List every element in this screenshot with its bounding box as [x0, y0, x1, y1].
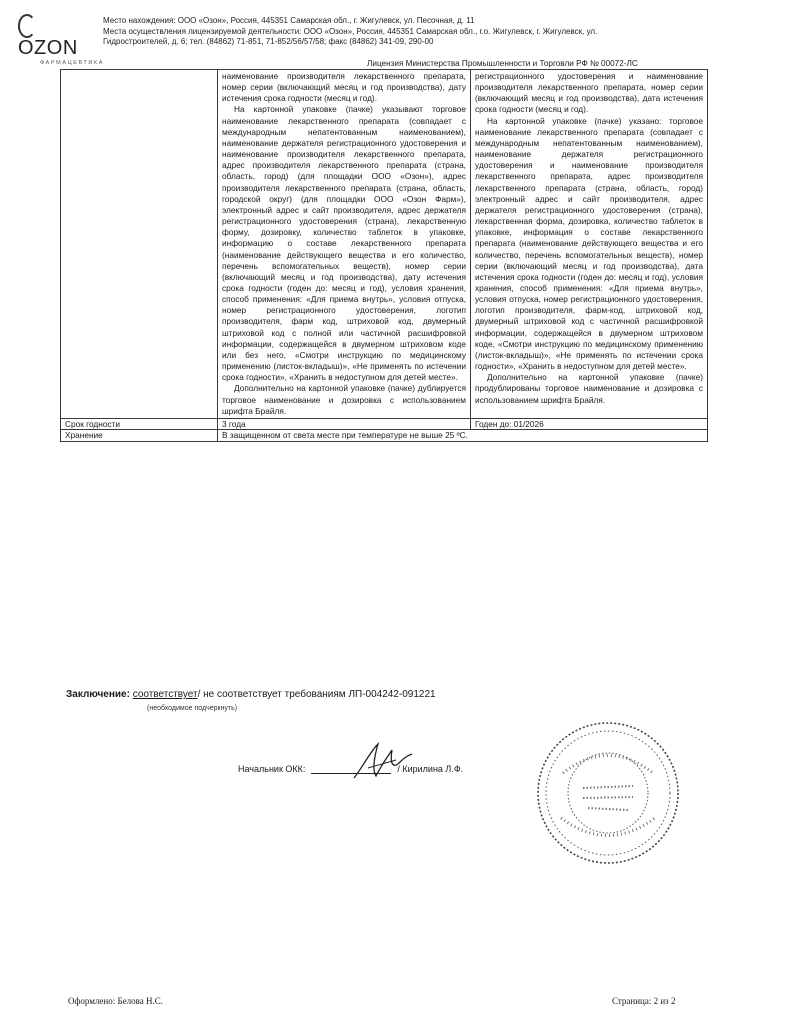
letterhead	[103, 16, 693, 48]
license-number: Лицензия Министерства Промышленности и Торговли РФ № 00072-ЛС	[367, 59, 638, 68]
activity-line-1: Места осуществления лицензируемой деятельности: ООО «Озон», Россия, 445351 Самарская обл., г.о. Жигулевск, г. Жигулевск, ул.	[103, 26, 598, 36]
signoff-name: / Кирилина Л.Ф.	[397, 764, 464, 774]
packaging-result-cell	[471, 70, 708, 419]
conclusion-rest: не соответствует требованиям ЛП-004242-091221	[200, 689, 436, 700]
logo-wordmark: OZON	[18, 14, 90, 58]
company-logo	[18, 14, 105, 66]
packaging-row	[61, 70, 708, 419]
result-paragraph-3: Дополнительно на картонной упаковке (пачке) продублированы торговое наименование и дозировка с использованием шрифта Брайля.	[475, 372, 703, 405]
shelf-life-row	[61, 418, 708, 430]
conclusion-complies: соответствует	[132, 689, 198, 700]
result-paragraph-2: На картонной упаковке (пачке) указано: торговое наименование лекарственного препарата (совпадает с международным непатентованным наименованием), наименование держателя регистрационного удостоверения и наименование производителя лекарственного препарата, адрес производителя лекарственного препарата (страна, область, город) электронный адрес и сайт производителя, адрес держателя регистрационного удостоверения (страна), лекарственная форма, дозировка, количество таблеток в упаковке, информация о составе лекарственного препарата (наименование действующего вещества и его количество, перечень вспомогательных веществ), номер серии (включающий месяц и год производства), дата истечения срока годности (годен до: месяц и год), условия хранения, способ применения: «Для приема внутрь», условия отпуска, номер регистрационного удостоверения, логотип производителя, фарм-код, штриховой код, двумерный штриховой код с частичной расшифровкой информации, содержащейся в двумерном штриховом коде, «Смотри инструкцию по медицинскому применению (листок-вкладыш)», «Не применять по истечении срока годности», «Хранить в недоступном для детей месте».	[475, 115, 703, 372]
requirement-paragraph-2: На картонной упаковке (пачке) указывают торговое наименование лекарственного препарата (совпадает с международным непатентованным наименованием), наименование держателя регистрационного удостоверения и наименование производителя лекарственного препарата, адрес производителя лекарственного препарата (страна, область, город) (для площадки ООО «Озон»), адрес производителя лекарственного препарата (страна, область, городской округ) (для площадки ООО «Озон Фарм»), электронный адрес и сайт производителя, адрес держателя регистрационного удостоверения (страна), лекарственную форму, дозировку, количество таблеток в упаковке, информацию о составе лекарственного препарата (наименование действующего вещества и его количество, перечень вспомогательных веществ), номер серии (включающий месяц и год производства), дату истечения срока годности (годен до: месяц и год), условия хранения, способ применения: «Для приема внутрь», условия отпуска, номер регистрационного удостоверения, логотип производителя, фарм код, штриховой код, двумерный штриховой код с полной или частичной расшифровкой информации, содержащейся в двумерном штриховом коде или без него, «Смотри инструкцию по медицинскому применению (листок-вкладыш)», «Не применять по истечении срока годности», «Хранить в недоступном для детей месте».	[222, 104, 466, 383]
conclusion-note: (необходимое подчеркнуть)	[147, 705, 238, 712]
storage-row	[61, 430, 708, 442]
signoff-title: Начальник ОКК:	[238, 764, 306, 774]
result-paragraph-1: регистрационного удостоверения и наименование производителя лекарственного препарата, номер серии (включающий месяц и год производства), дата истечения срока годности (месяц и год).	[475, 71, 703, 115]
shelf-life-requirement: 3 года	[218, 418, 471, 430]
conclusion	[66, 689, 436, 700]
logo-subtitle: ФАРМАЦЕВТИКА	[40, 60, 105, 66]
prepared-by: Оформлено: Белова Н.С.	[68, 996, 163, 1006]
conclusion-label: Заключение:	[66, 689, 130, 700]
requirement-paragraph-1: наименование производителя лекарственного препарата, номер серии (включающий месяц и год производства), дату истечения срока годности (месяц и год).	[222, 71, 466, 104]
requirement-paragraph-3: Дополнительно на картонной упаковке (пачке) дублируется торговое наименование и дозировка с использованием шрифта Брайля.	[222, 383, 466, 416]
shelf-life-result: Годен до: 01/2026	[471, 418, 708, 430]
packaging-requirement-cell	[218, 70, 471, 419]
specification-table	[60, 69, 708, 442]
page-number: Страница: 2 из 2	[612, 996, 676, 1006]
company-stamp	[533, 718, 683, 868]
storage-conditions: В защищенном от света месте при температуре не выше 25 ºС.	[218, 430, 708, 442]
packaging-label-cell	[61, 70, 218, 419]
conclusion-slash: /	[197, 689, 201, 700]
handwritten-signature	[348, 738, 418, 788]
activity-line-2: Гидростроителей, д. 6; тел. (84862) 71-851, 71-852/56/57/58; факс (84862) 341-09, 290-00	[103, 37, 434, 46]
storage-label: Хранение	[61, 430, 218, 442]
address-line: Место нахождения: ООО «Озон», Россия, 445351 Самарская обл., г. Жигулевск, ул. Песочная, д. 11	[103, 16, 475, 25]
shelf-life-label: Срок годности	[61, 418, 218, 430]
